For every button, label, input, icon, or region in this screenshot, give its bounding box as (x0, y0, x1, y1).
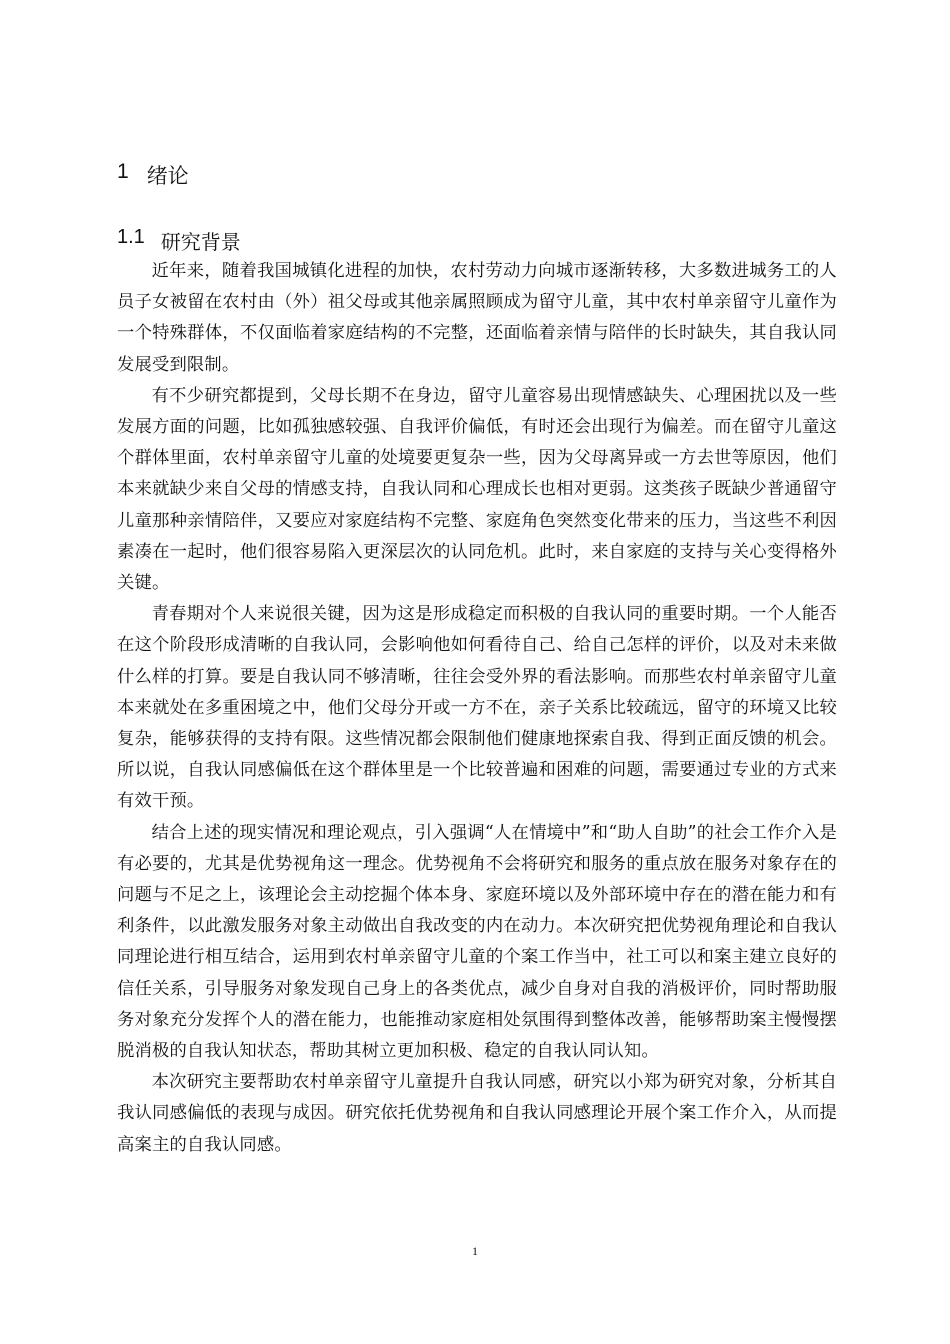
chapter-title: 绪论 (146, 165, 189, 188)
paragraph: 本次研究主要帮助农村单亲留守儿童提升自我认同感，研究以小郑为研究对象，分析其自我认同感偏低的表现与成因。研究依托优势视角和自我认同感理论开展个案工作介入，从而提高案主的自我认同感。 (117, 1072, 837, 1155)
body-text (117, 256, 837, 1161)
section-title: 研究背景 (160, 232, 241, 254)
section-heading (117, 226, 241, 255)
paragraph: 近年来，随着我国城镇化进程的加快，农村劳动力向城市逐渐转移，大多数进城务工的人员子女被留在农村由（外）祖父母或其他亲属照顾成为留守儿童，其中农村单亲留守儿童作为一个特殊群体，不仅面临着家庭结构的不完整，还面临着亲情与陪伴的长时缺失，其自我认同发展受到限制。 (117, 261, 837, 375)
section-number: 1.1 (117, 226, 145, 248)
paragraph: 青春期对个人来说很关键，因为这是形成稳定而积极的自我认同的重要时期。一个人能否在这个阶段形成清晰的自我认同，会影响他如何看待自己、给自己怎样的评价，以及对未来做什么样的打算。要是自我认同不够清晰，往往会受外界的看法影响。而那些农村单亲留守儿童本来就处在多重困境之中，他们父母分开或一方不在，亲子关系比较疏远，留守的环境又比较复杂，能够获得的支持有限。这些情况都会限制他们健康地探索自我、得到正面反馈的机会。所以说，自我认同感偏低在这个群体里是一个比较普遍和困难的问题，需要通过专业的方式来有效干预。 (117, 604, 837, 812)
paragraph: 结合上述的现实情况和理论观点，引入强调“人在情境中”和“助人自助”的社会工作介入是有必要的，尤其是优势视角这一理念。优势视角不会将研究和服务的重点放在服务对象存在的问题与不足之上，该理论会主动挖掘个体本身、家庭环境以及外部环境中存在的潜在能力和有利条件，以此激发服务对象主动做出自我改变的内在动力。本次研究把优势视角理论和自我认同理论进行相互结合，运用到农村单亲留守儿童的个案工作当中，社工可以和案主建立良好的信任关系，引导服务对象发现自己身上的各类优点，减少自身对自我的消极评价，同时帮助服务对象充分发挥个人的潜在能力，也能推动家庭相处氛围得到整体改善，能够帮助案主慢慢摆脱消极的自我认知状态，帮助其树立更加积极、稳定的自我认同认知。 (117, 822, 837, 1062)
chapter-number: 1 (117, 160, 129, 183)
chapter-heading (117, 160, 189, 190)
paragraph: 有不少研究都提到，父母长期不在身边，留守儿童容易出现情感缺失、心理困扰以及一些发展方面的问题，比如孤独感较强、自我评价偏低，有时还会出现行为偏差。而在留守儿童这个群体里面，农村单亲留守儿童的处境要更复杂一些，因为父母离异或一方去世等原因，他们本来就缺少来自父母的情感支持，自我认同和心理成长也相对更弱。这类孩子既缺少普通留守儿童那种亲情陪伴，又要应对家庭结构不完整、家庭角色突然变化带来的压力，当这些不利因素凑在一起时，他们很容易陷入更深层次的认同危机。此时，来自家庭的支持与关心变得格外关键。 (117, 385, 837, 594)
page-number: 1 (472, 1244, 478, 1258)
